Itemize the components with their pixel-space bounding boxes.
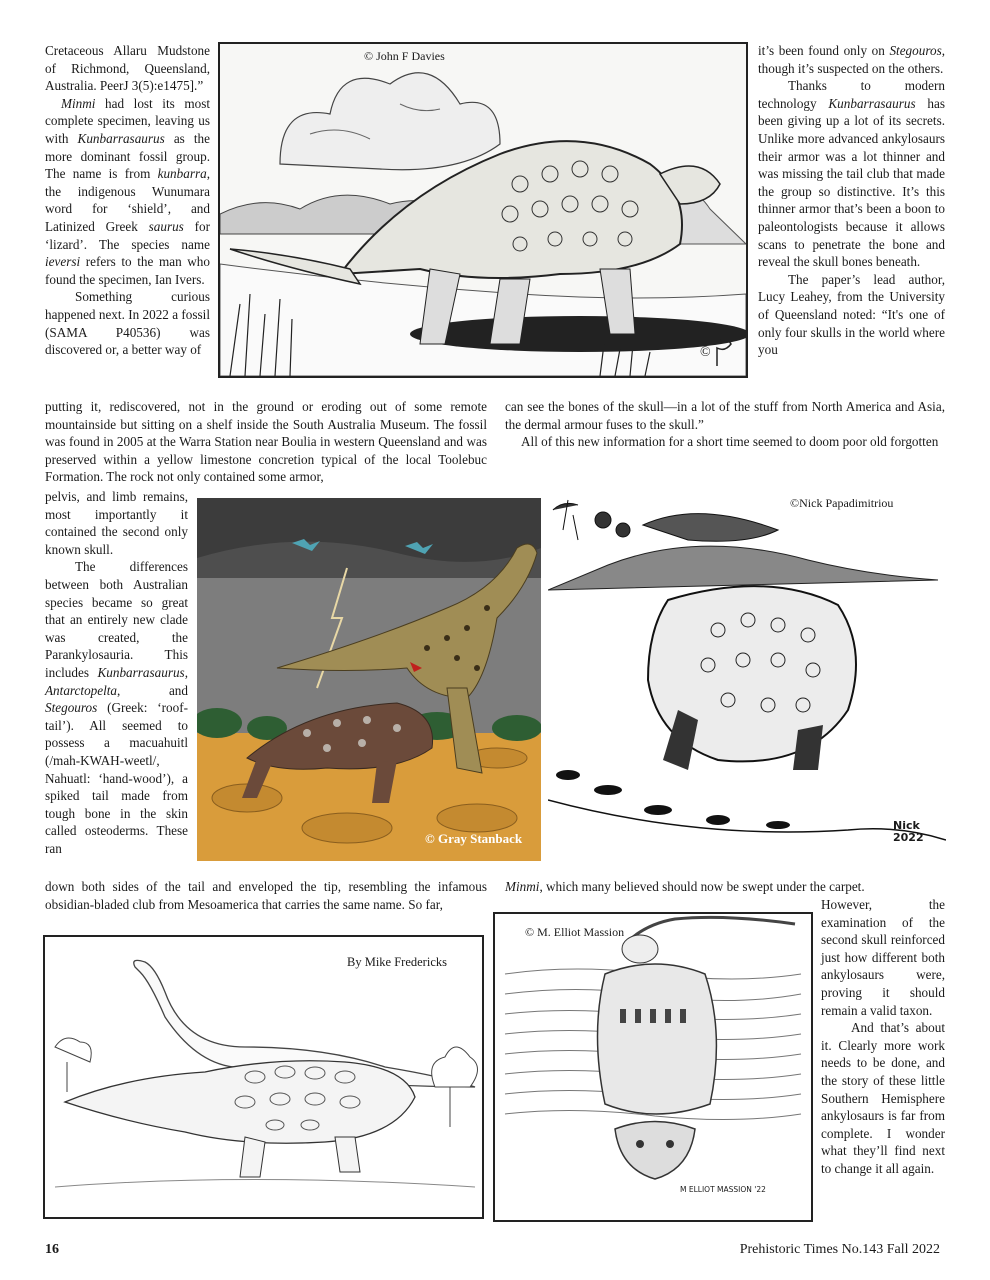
figure-fredericks [43,935,484,1219]
ankylosaur-top-down-sketch [495,914,811,1220]
footer-publication-title: Prehistoric Times No.143 Fall 2022 [739,1242,940,1257]
paragraph: Thanks to modern technology Kunbarrasaurus has been giving up a lot of its secrets. Unlike more advanced ankylosaurs their armor was a lot thinner and was missing the tail club that made the group so distinctive. It’s this thinner armor that’s been a boon to paleontologists because it allows scans to penetrate the bone and reveal the skull bones beneath. [758,78,945,270]
col1-mid-text [45,488,188,857]
credit-davies: © John F Davies [364,49,445,63]
ankylosaur-sketch-illustration [220,44,746,376]
artist-signature-papadimitriou: Nick 2022 [893,819,924,844]
col3-bottom-text [821,896,945,1178]
figure-papadimitriou [548,470,946,860]
sauropod-ankylosaur-line-drawing [45,937,482,1217]
col1-bottom-text [45,878,487,913]
page-number: 16 [45,1242,59,1257]
svg-text:©: © [700,345,711,360]
col1-top-text [45,42,210,359]
col3-top-text [758,42,945,359]
artist-signature-massion: M ELLIOT MASSION '22 [680,1185,766,1194]
paragraph: Something curious happened next. In 2022 a fossil (SAMA P40536) was discovered or, a better way of [45,289,210,358]
credit-fredericks: By Mike Fredericks [347,955,447,969]
ankylosaur-ink-illustration [548,470,946,860]
paragraph: pelvis, and limb remains, most importantly it contained the second only known skull. [45,489,188,557]
paragraph: putting it, rediscovered, not in the ground or eroding out of some remote mountainside but sitting on a shelf inside the South Australia Museum. The fossil was found in 2005 at the Warra Station near Boulia in western Queensland and was preserved within a yellow limestone concretion typical of the local Toolebuc Formation. The rock not only contained some armor, [45,399,487,485]
paragraph: And that’s about it. Clearly more work needs to be done, and the story of these little Southern Hemisphere ankylosaurs is far from complete. I wonder what they’ll find next to change it all again. [821,1020,945,1176]
credit-papadimitriou: ©Nick Papadimitriou [790,496,894,510]
credit-massion: © M. Elliot Massion [525,925,625,939]
figure-davies [218,42,748,378]
paragraph: Minmi, which many believed should now be swept under the carpet. [505,879,865,894]
paragraph: it’s been found only on Stegouros, though it’s suspected on the others. [758,43,945,76]
tyrannosaur-ankylosaur-painting [197,498,541,861]
paragraph: The paper’s lead author, Lucy Leahey, from the University of Queensland noted: “It's one of only four skulls in the world where you [758,271,945,358]
figure-stanback [197,498,541,861]
paragraph: can see the bones of the skull—in a lot of the stuff from North America and Asia, the dermal armour fuses to the skull.” [505,399,945,432]
paragraph: Minmi had lost its most complete specimen, leaving us with Kunbarrasaurus as the more dominant fossil group. The name is from kunbarra, the indigenous Wunumara word for ‘shield’, and Latinized Greek saurus for ‘lizard’. The species name ieversi refers to the man who found the specimen, Ian Ivers. [45,95,210,287]
credit-stanback: © Gray Stanback [425,831,523,846]
paragraph: Cretaceous Allaru Mudstone of Richmond, Queensland, Australia. PeerJ 3(5):e1475].” [45,43,210,94]
paragraph: All of this new information for a short time seemed to doom poor old forgotten [521,434,939,450]
col2-wide-text [505,398,945,451]
paragraph: However, the examination of the second skull reinforced just how different both ankylosaurs were, proving it should remain a valid taxon. [821,897,945,1018]
col-wide-text [45,398,487,486]
paragraph: down both sides of the tail and enveloped the tip, resembling the infamous obsidian-bladed club from Mesoamerica that carries the same name. So far, [45,879,487,912]
figure-massion [493,912,813,1222]
paragraph: The differences between both Australian species became so great that an entirely new clade was created, the Parankylosauria. This includes Kunbarrasaurus, Antarctopelta, and Stegouros (Greek: ‘roof-tail’). All seemed to possess a macuahuitl (/mah-KWAH-weetl/, Nahuatl: ‘hand-wood’), a spiked tail made from tough bone in the skin called osteoderms. These ran [45,559,188,856]
col2-bottom-text [505,878,945,896]
